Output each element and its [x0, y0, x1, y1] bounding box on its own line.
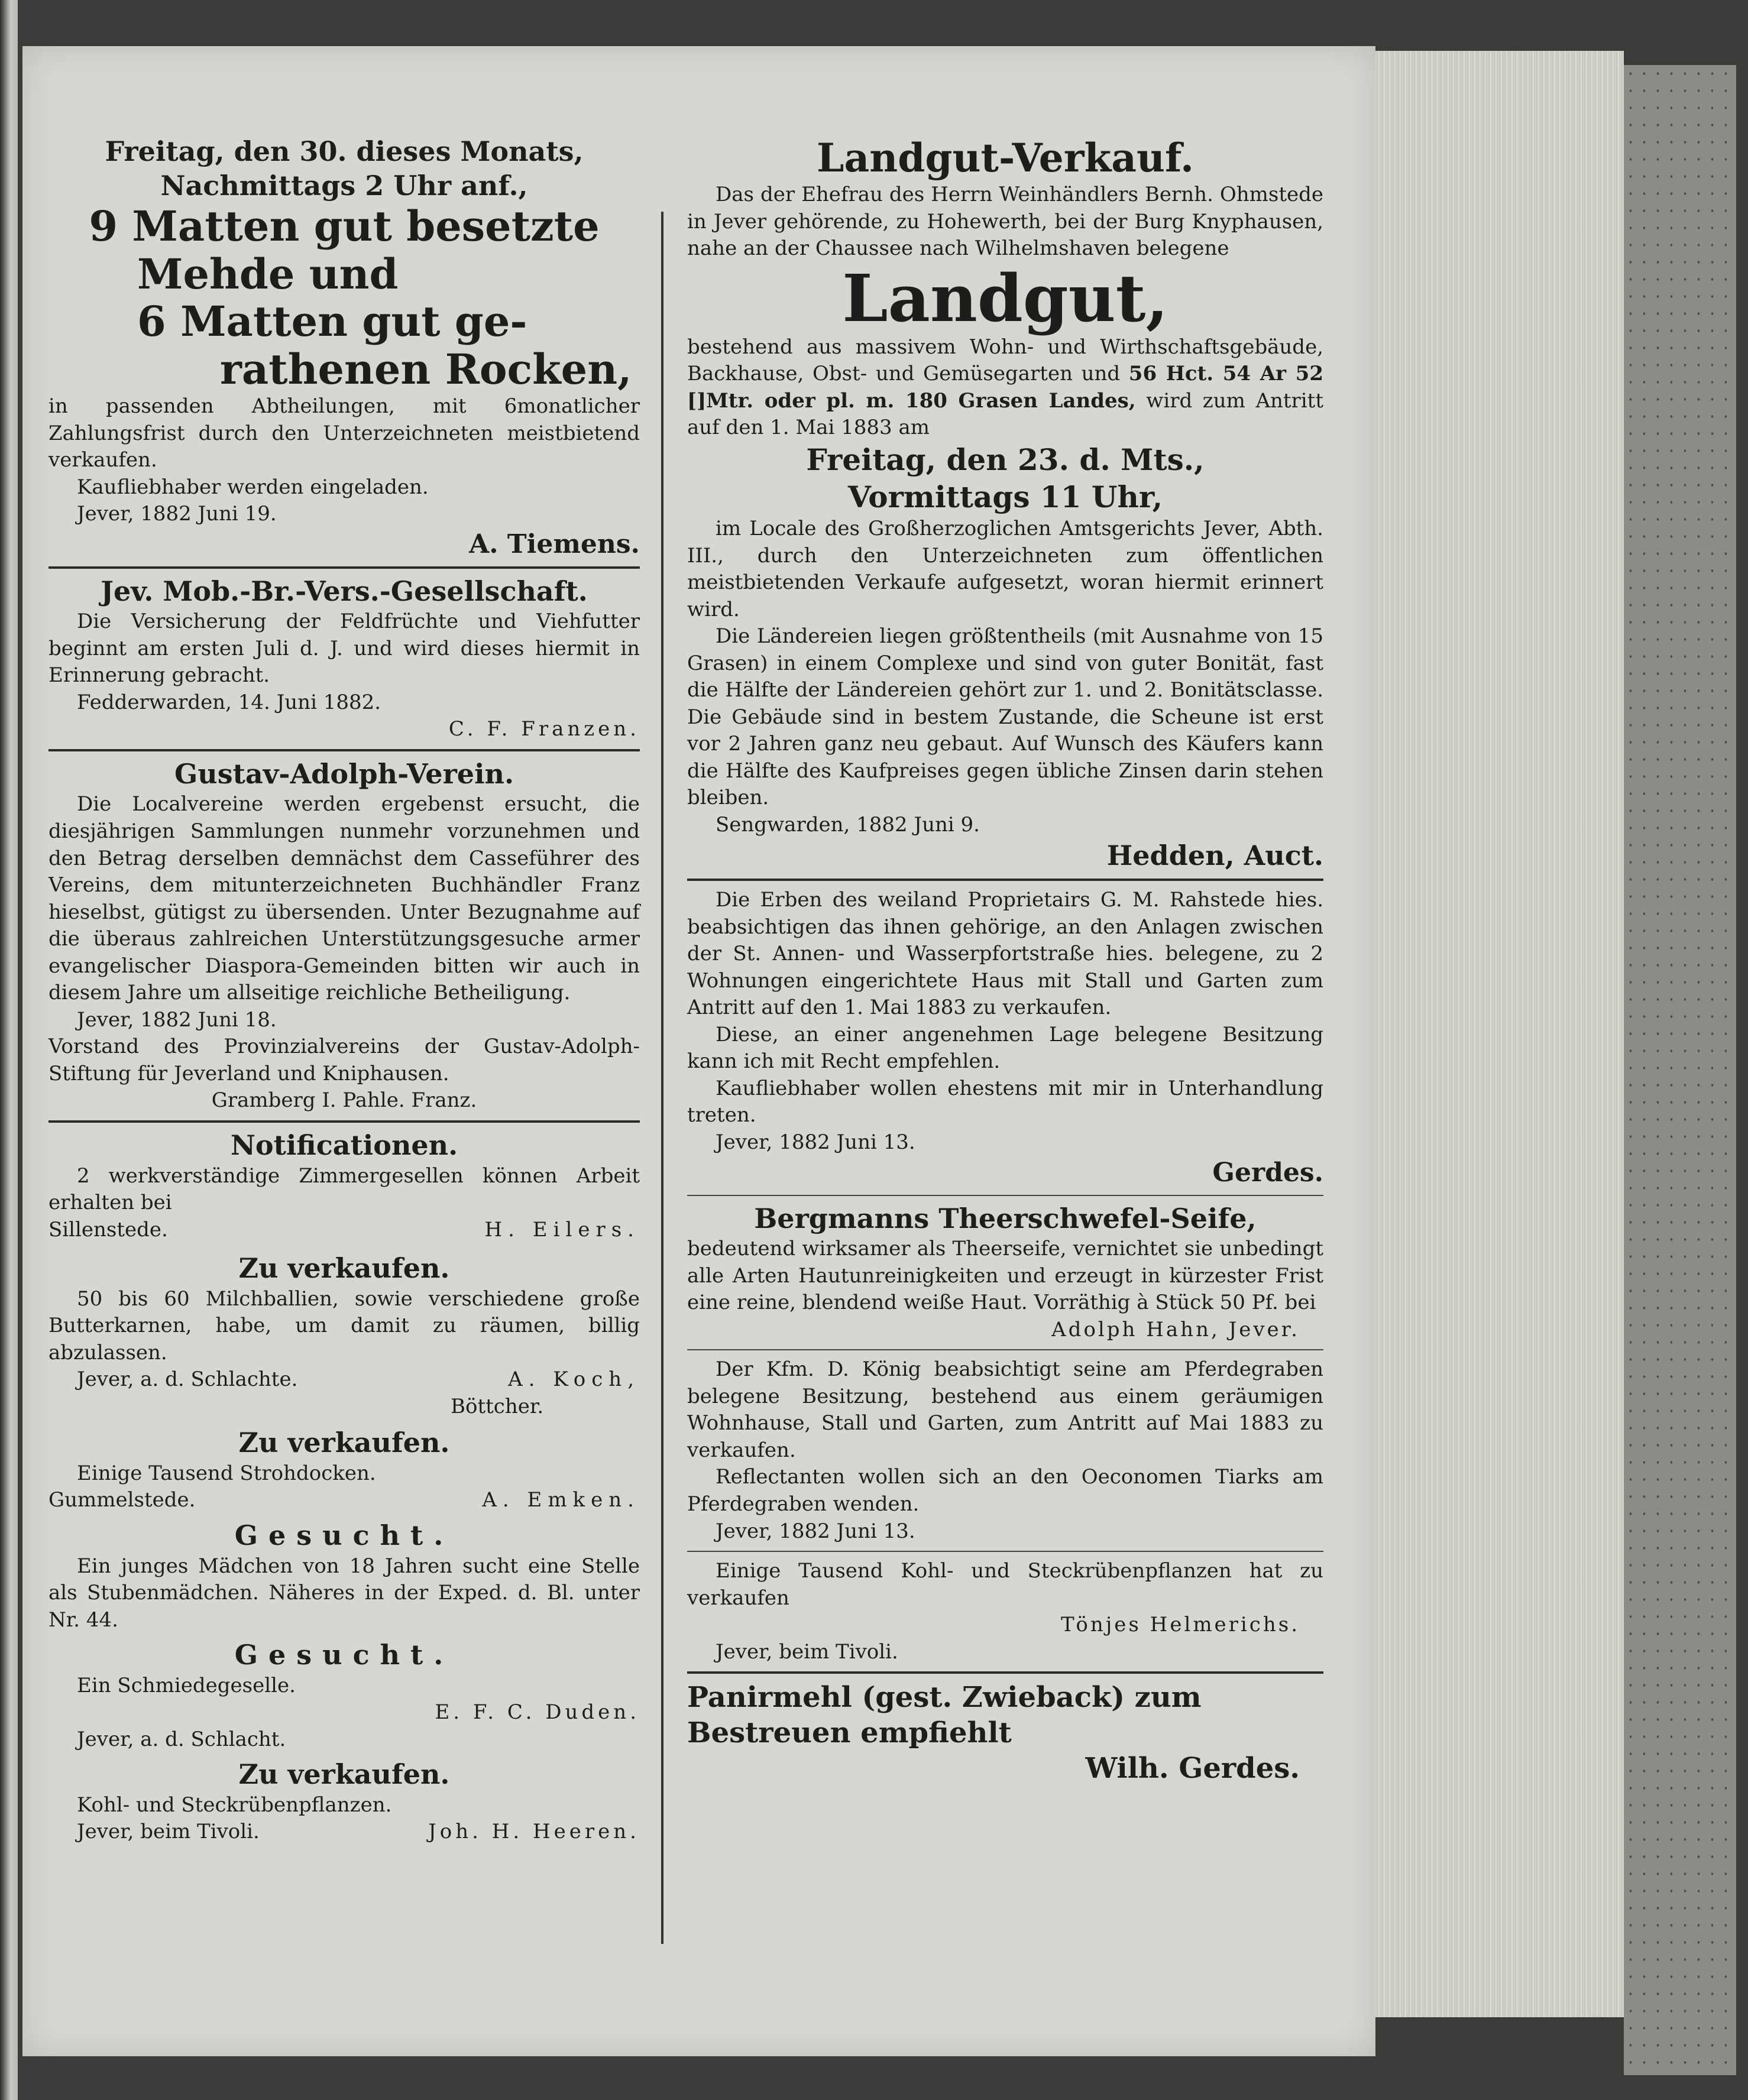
notif-place: Sillenstede. [48, 1217, 168, 1242]
wanted2-body: Ein Schmiedegeselle. [77, 1673, 296, 1697]
auction-line1: Freitag, den 30. dieses Monats, [105, 135, 584, 167]
sale3-signature: Joh. H. Heeren. [428, 1820, 640, 1844]
newspaper-page [22, 46, 1375, 2056]
sale3-body: Kohl- und Steckrübenpflanzen. [77, 1793, 392, 1817]
divider [48, 749, 640, 751]
wanted2-title: Gesucht. [234, 1639, 454, 1671]
estate-time-line: Vormittags 11 Uhr, [848, 479, 1163, 514]
wanted1-body: Ein junges Mädchen von 18 Jahren sucht eine Stelle als Stubenmädchen. Näheres in der Exped. d. Bl. unter Nr. 44. [48, 1554, 640, 1632]
sale2-place: Gummelstede. [48, 1488, 196, 1512]
heirs-signature: Gerdes. [1212, 1157, 1323, 1188]
sale3-ad [48, 1758, 640, 1846]
sale2-signature: A. Emken. [482, 1488, 640, 1512]
heirs-body: Die Erben des weiland Proprietairs G. M. Rahstede hies. beabsichtigen das ihnen gehörige, an den Anlagen zwischen der St. Annen- und Wasserpfortstraße hies. belegene, zu 2 Wohnungen eingerichtete Haus mit Stall und Garten zum Antritt auf den 1. Mai 1883 zu verkaufen. [687, 888, 1323, 1020]
sale2-footer [48, 1487, 640, 1514]
estate-detail: Die Ländereien liegen größtentheils (mit Ausnahme von 15 Grasen) in einem Complexe und sind von guter Bonität, fast die Hälfte der Ländereien gehört zur 1. und 2. Bonitätsclasse. Die Gebäude sind in bestem Zustande, die Scheune ist erst vor 2 Jahren ganz neu gebaut. Auf Wunsch des Käufers kann die Hälfte des Kaufpreises gegen übliche Zinsen darin stehen bleiben. [687, 624, 1323, 810]
auction-body: in passenden Abtheilungen, mit 6monatlicher Zahlungsfrist durch den Unterzeichneten meistbietend verkaufen. [48, 394, 640, 472]
insurance-signature: C. F. Franzen. [448, 717, 640, 741]
estate-desc [687, 334, 1323, 442]
estate-desc-text: bestehend aus massivem Wohn- und Wirthschaftsgebäude, Backhause, Obst- und Gemüsegarten und [687, 335, 1323, 386]
gustav-date: Jever, 1882 Juni 18. [77, 1007, 277, 1032]
crumbs-ad [687, 1680, 1323, 1786]
auction-ad [48, 46, 640, 560]
notif-body: 2 werkverständige Zimmergesellen können Arbeit erhalten bei [48, 1164, 640, 1215]
estate-signature: Hedden, Auct. [1106, 839, 1323, 871]
divider [687, 1671, 1323, 1674]
auction-big2: Mehde und [137, 249, 399, 299]
insurance-ad [48, 575, 640, 743]
estate-venue: im Locale des Großherzoglichen Amtsgerichts Jever, Abth. III., durch den Unterzeichneten zum öffentlichen meistbietenden Verkaufe aufgesetzt, woran hiermit erinnert wird. [687, 517, 1323, 621]
estate-date-line: Freitag, den 23. d. Mts., [806, 442, 1205, 478]
sale1-title: Zu verkaufen. [238, 1252, 450, 1285]
sale1-ad [48, 1252, 640, 1420]
left-column [48, 46, 640, 1846]
koenig-ad [687, 1356, 1323, 1545]
sale1-footer [48, 1366, 640, 1393]
estate-desc-bold: 56 Hct. 54 Ar 52 []Mtr. oder pl. m. 180 Grasen Landes, [687, 362, 1323, 413]
previous-page-edge [0, 0, 18, 2100]
divider [687, 1349, 1323, 1350]
sale3-place: Jever, beim Tivoli. [77, 1820, 260, 1844]
divider [48, 1120, 640, 1123]
divider [687, 1551, 1323, 1552]
right-column [661, 46, 1323, 1786]
koenig-date: Jever, 1882 Juni 13. [716, 1519, 915, 1543]
koenig-body: Der Kfm. D. König beabsichtigt seine am Pferdegraben belegene Besitzung, bestehend aus einem geräumigen Wohnhause, Stall und Garten, zum Antritt auf Mai 1883 zu verkaufen. [687, 1357, 1323, 1462]
sale1-trade: Böttcher. [451, 1394, 544, 1418]
estate-intro: Das der Ehefrau des Herrn Weinhändlers Bernh. Ohmstede in Jever gehörende, zu Hohewerth, bei der Burg Knyphausen, nahe an der Chaussee nach Wilhelmshaven belegene [687, 183, 1323, 261]
heirs-ad [687, 887, 1323, 1188]
gustav-board: Vorstand des Provinzialvereins der Gustav-Adolph-Stiftung für Jeverland und Kniphausen. [48, 1035, 640, 1085]
crumbs-signature: Wilh. Gerdes. [1085, 1752, 1300, 1785]
gustav-names: Gramberg I. Pahle. Franz. [211, 1088, 477, 1113]
sale3-title: Zu verkaufen. [238, 1758, 450, 1791]
plants-place: Jever, beim Tivoli. [716, 1639, 898, 1664]
divider [687, 879, 1323, 881]
auction-big1: 9 Matten gut besetzte [89, 202, 600, 251]
insurance-body: Die Versicherung der Feldfrüchte und Viehfutter beginnt am ersten Juli d. J. und wird dieses hiermit in Erinnerung gebracht. [48, 610, 640, 688]
gustav-ad [48, 757, 640, 1114]
book-fore-edge [1375, 51, 1624, 2017]
auction-big4: rathenen Rocken, [220, 344, 632, 394]
plants-ad [687, 1558, 1323, 1665]
plants-signature: Tönjes Helmerichs. [1061, 1613, 1300, 1637]
heirs-date: Jever, 1882 Juni 13. [716, 1130, 915, 1154]
wanted2-place: Jever, a. d. Schlacht. [77, 1727, 286, 1751]
sale1-signature: A. Koch, [508, 1367, 640, 1392]
notif-ad [48, 1129, 640, 1243]
auction-invite: Kaufliebhaber werden eingeladen. [77, 475, 429, 499]
heirs-body2: Diese, an einer angenehmen Lage belegene Besitzung kann ich mit Recht empfehlen. [687, 1022, 1323, 1074]
gustav-title: Gustav-Adolph-Verein. [174, 757, 514, 790]
notif-signature: H. Eilers. [484, 1217, 640, 1242]
estate-title: Landgut-Verkauf. [817, 135, 1194, 181]
sale2-title: Zu verkaufen. [238, 1427, 450, 1459]
estate-date: Sengwarden, 1882 Juni 9. [716, 813, 980, 837]
estate-big: Landgut, [842, 260, 1168, 336]
sale3-footer [48, 1819, 640, 1846]
notif-title: Notificationen. [230, 1129, 458, 1162]
auction-line2: Nachmittags 2 Uhr anf., [160, 169, 528, 202]
sale1-place: Jever, a. d. Schlachte. [77, 1367, 298, 1392]
sale2-ad [48, 1426, 640, 1514]
wanted2-signature: E. F. C. Duden. [435, 1700, 640, 1725]
koenig-body2: Reflectanten wollen sich an den Oeconomen Tiarks am Pferdegraben wenden. [687, 1465, 1323, 1516]
sale2-body: Einige Tausend Strohdocken. [77, 1461, 376, 1485]
wanted2-ad [48, 1638, 640, 1753]
insurance-title: Jev. Mob.-Br.-Vers.-Gesellschaft. [101, 575, 588, 607]
crumbs-body: Panirmehl (gest. Zwieback) zum Bestreuen empfiehlt [687, 1681, 1202, 1750]
soap-body: bedeutend wirksamer als Theerseife, vernichtet sie unbedingt alle Arten Hautunreinigkeiten und erzeugt in kürzester Frist eine reine, blendend weiße Haut. Vorräthig à Stück 50 Pf. bei [687, 1237, 1323, 1315]
book-cover [1624, 65, 1736, 2075]
divider [48, 566, 640, 569]
gustav-body: Die Localvereine werden ergebenst ersucht, die diesjährigen Sammlungen nunmehr vorzunehmen und den Betrag derselben demnächst dem Casseführer des Vereins, dem mitunterzeichneten Buchhändler Franz hieselbst, gütigst zu übersenden. Unter Bezugnahme auf die überaus zahlreichen Unterstützungsgesuche armer evangelischer Diaspora-Gemeinden bitten wir auch in diesem Jahre um allseitige reichliche Betheiligung. [48, 792, 640, 1005]
insurance-date: Fedderwarden, 14. Juni 1882. [77, 690, 381, 714]
auction-big3: 6 Matten gut ge- [137, 297, 527, 346]
divider [687, 1195, 1323, 1196]
notif-footer [48, 1217, 640, 1244]
auction-signature: A. Tiemens. [469, 529, 640, 559]
soap-ad [687, 1202, 1323, 1344]
soap-signature: Adolph Hahn, Jever. [1051, 1317, 1300, 1341]
plants-body: Einige Tausend Kohl- und Steckrübenpflanzen hat zu verkaufen [687, 1559, 1323, 1610]
estate-ad [687, 46, 1323, 873]
auction-date: Jever, 1882 Juni 19. [77, 502, 277, 526]
wanted1-title: Gesucht. [234, 1519, 454, 1551]
heirs-body3: Kaufliebhaber wollen ehestens mit mir in Unterhandlung treten. [687, 1076, 1323, 1127]
wanted1-ad [48, 1519, 640, 1634]
sale1-body: 50 bis 60 Milchballien, sowie verschiedene große Butterkarnen, habe, um damit zu räumen, billig abzulassen. [48, 1286, 640, 1365]
estate-desc2: wird zum Antritt auf den 1. Mai 1883 am [687, 388, 1324, 440]
soap-title: Bergmanns Theerschwefel-Seife, [754, 1202, 1257, 1234]
